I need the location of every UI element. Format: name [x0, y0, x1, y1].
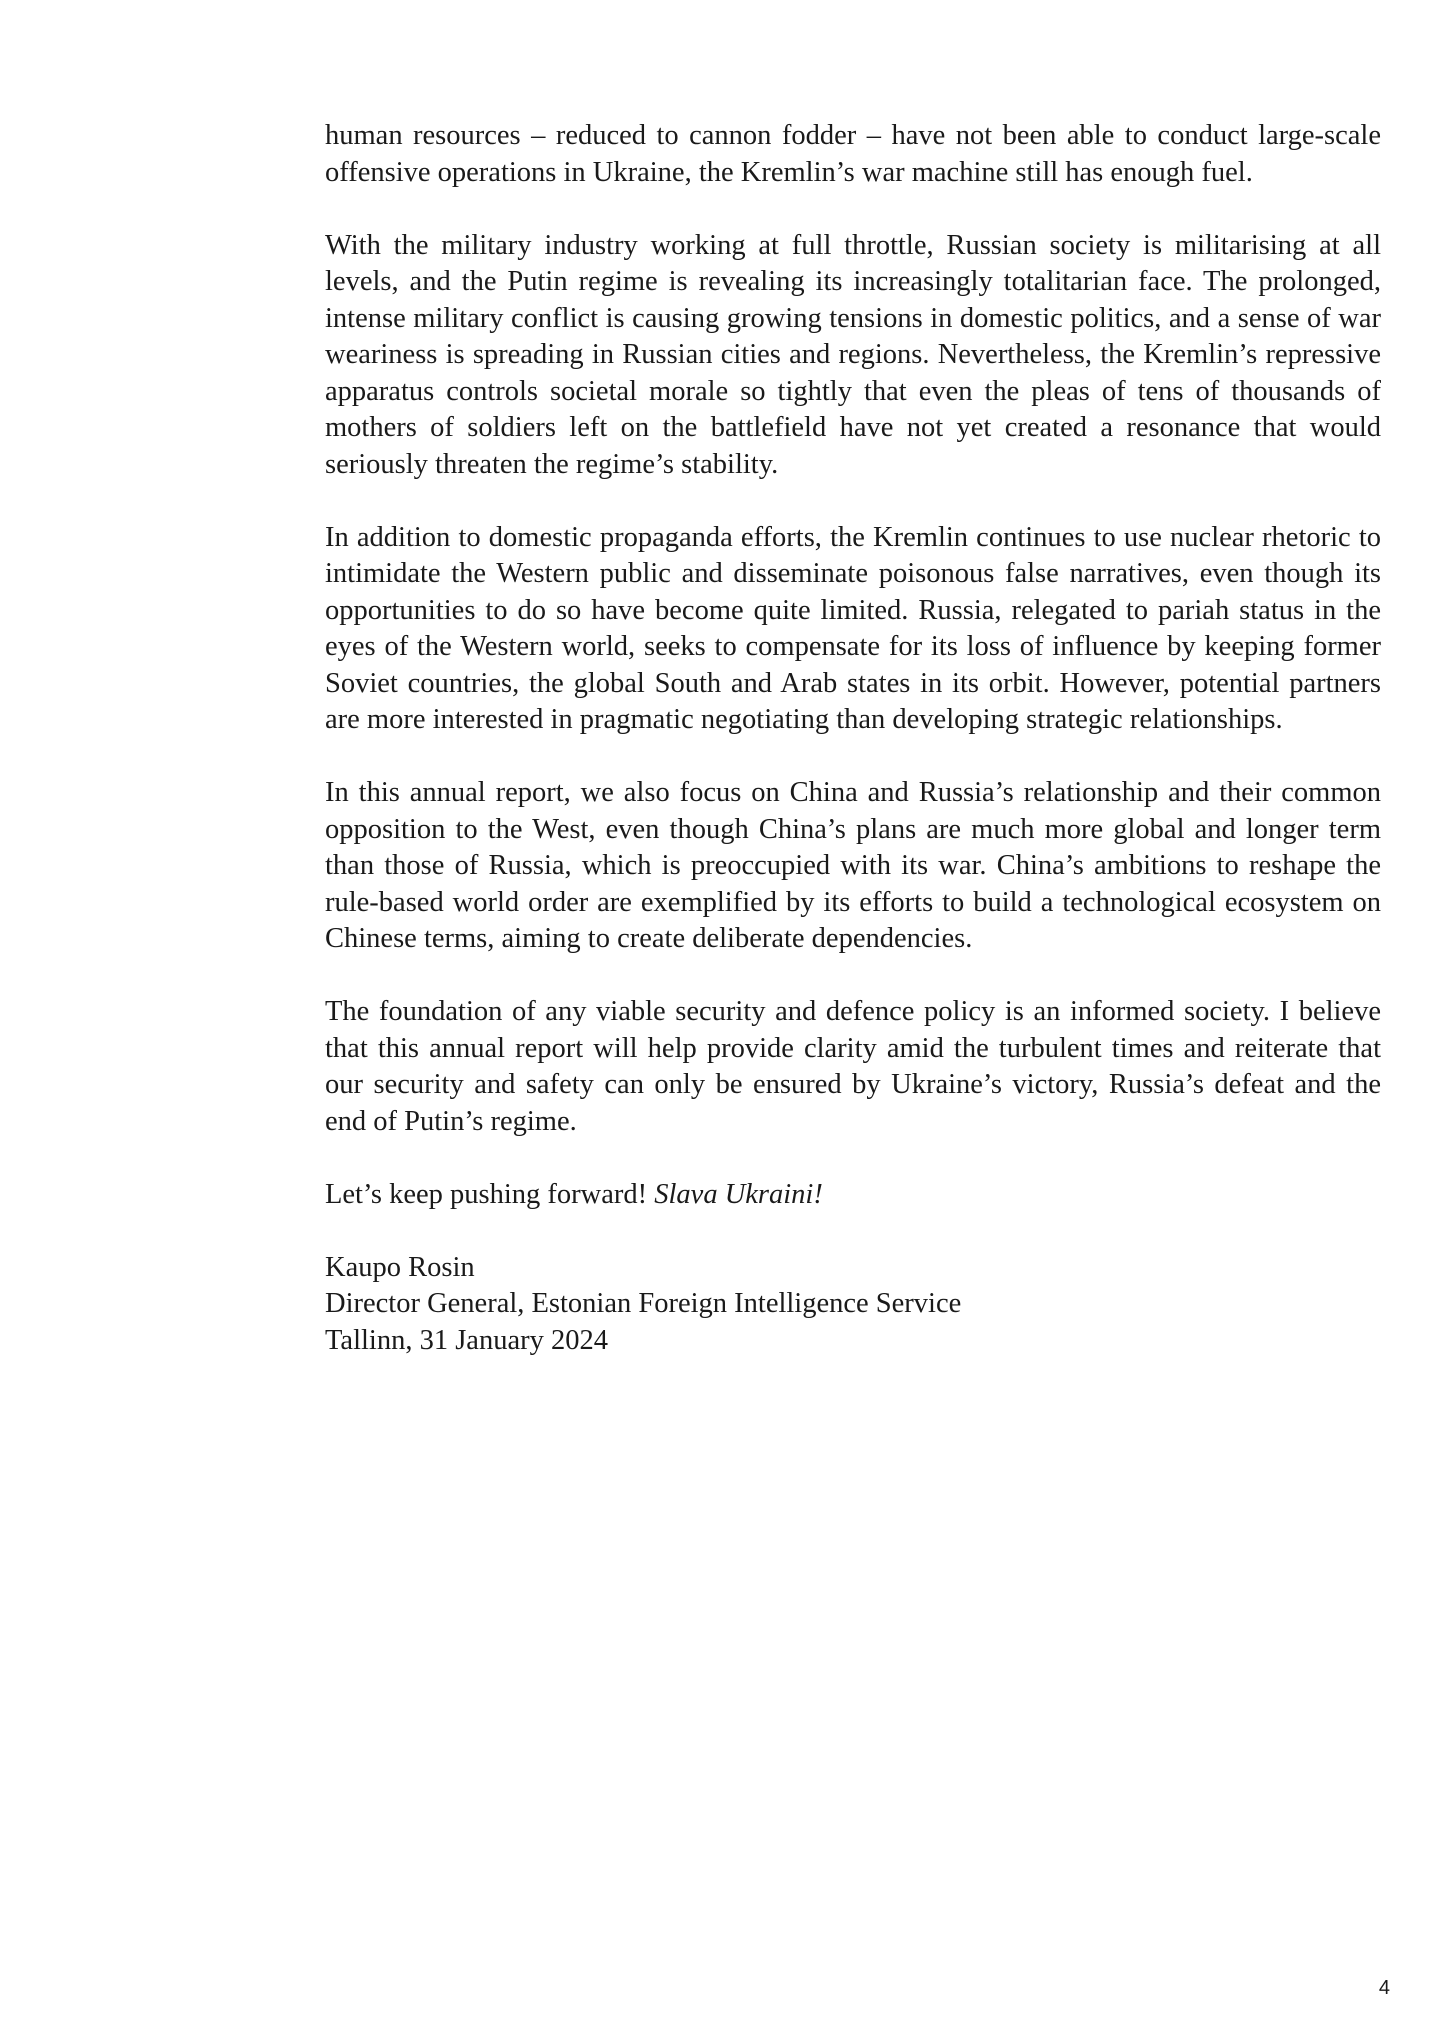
- paragraph: In addition to domestic propaganda efforts, the Kremlin continues to use nuclear rhetoric to intimidate the Western public and disseminate poisonous false narratives, even though its opportunities to do so have become quite limited. Russia, relegated to pariah status in the eyes of the Western world, seeks to compensate for its loss of influence by keeping former Soviet countries, the global South and Arab states in its orbit. However, potential partners are more interested in pragmatic negotiating than developing strategic relationships.: [325, 521, 1381, 735]
- closing-line: [325, 1177, 1381, 1214]
- paragraph: human resources – reduced to cannon fodder – have not been able to conduct large-scale offensive operations in Ukraine, the Kremlin’s war machine still has enough fuel.: [325, 120, 1381, 188]
- closing-text: Let’s keep pushing forward!: [325, 1178, 648, 1210]
- signature-place-date: Tallinn, 31 January 2024: [325, 1324, 608, 1356]
- body-text: [325, 118, 1381, 1359]
- signature-title: Director General, Estonian Foreign Intelligence Service: [325, 1288, 962, 1319]
- page-number: 4: [1378, 1977, 1390, 1999]
- paragraph: The foundation of any viable security and defence policy is an informed society. I believe that this annual report will help provide clarity amid the turbulent times and reiterate that our security and safety can only be ensured by Ukraine’s victory, Russia’s defeat and the end of Putin’s regime.: [325, 996, 1381, 1137]
- signature-name: Kaupo Rosin: [325, 1251, 475, 1283]
- closing-italic: Slava Ukraini!: [654, 1178, 823, 1210]
- paragraph: In this annual report, we also focus on China and Russia’s relationship and their common opposition to the West, even though China’s plans are much more global and longer term than those of Russia, which is preoccupied with its war. China’s ambitions to reshape the rule-based world order are exemplified by its efforts to build a technological ecosystem on Chinese terms, aiming to create deliberate dependencies.: [325, 777, 1381, 954]
- signature-block: [325, 1250, 1381, 1360]
- paragraph: With the military industry working at full throttle, Russian society is militarising at all levels, and the Putin regime is revealing its increasingly totalitarian face. The prolonged, intense military conflict is causing growing tensions in domestic politics, and a sense of war weariness is spreading in Russian cities and regions. Nevertheless, the Kremlin’s repressive apparatus controls societal morale so tightly that even the pleas of tens of thousands of mothers of soldiers left on the battlefield have not yet created a resonance that would seriously threaten the regime’s stability.: [325, 229, 1381, 480]
